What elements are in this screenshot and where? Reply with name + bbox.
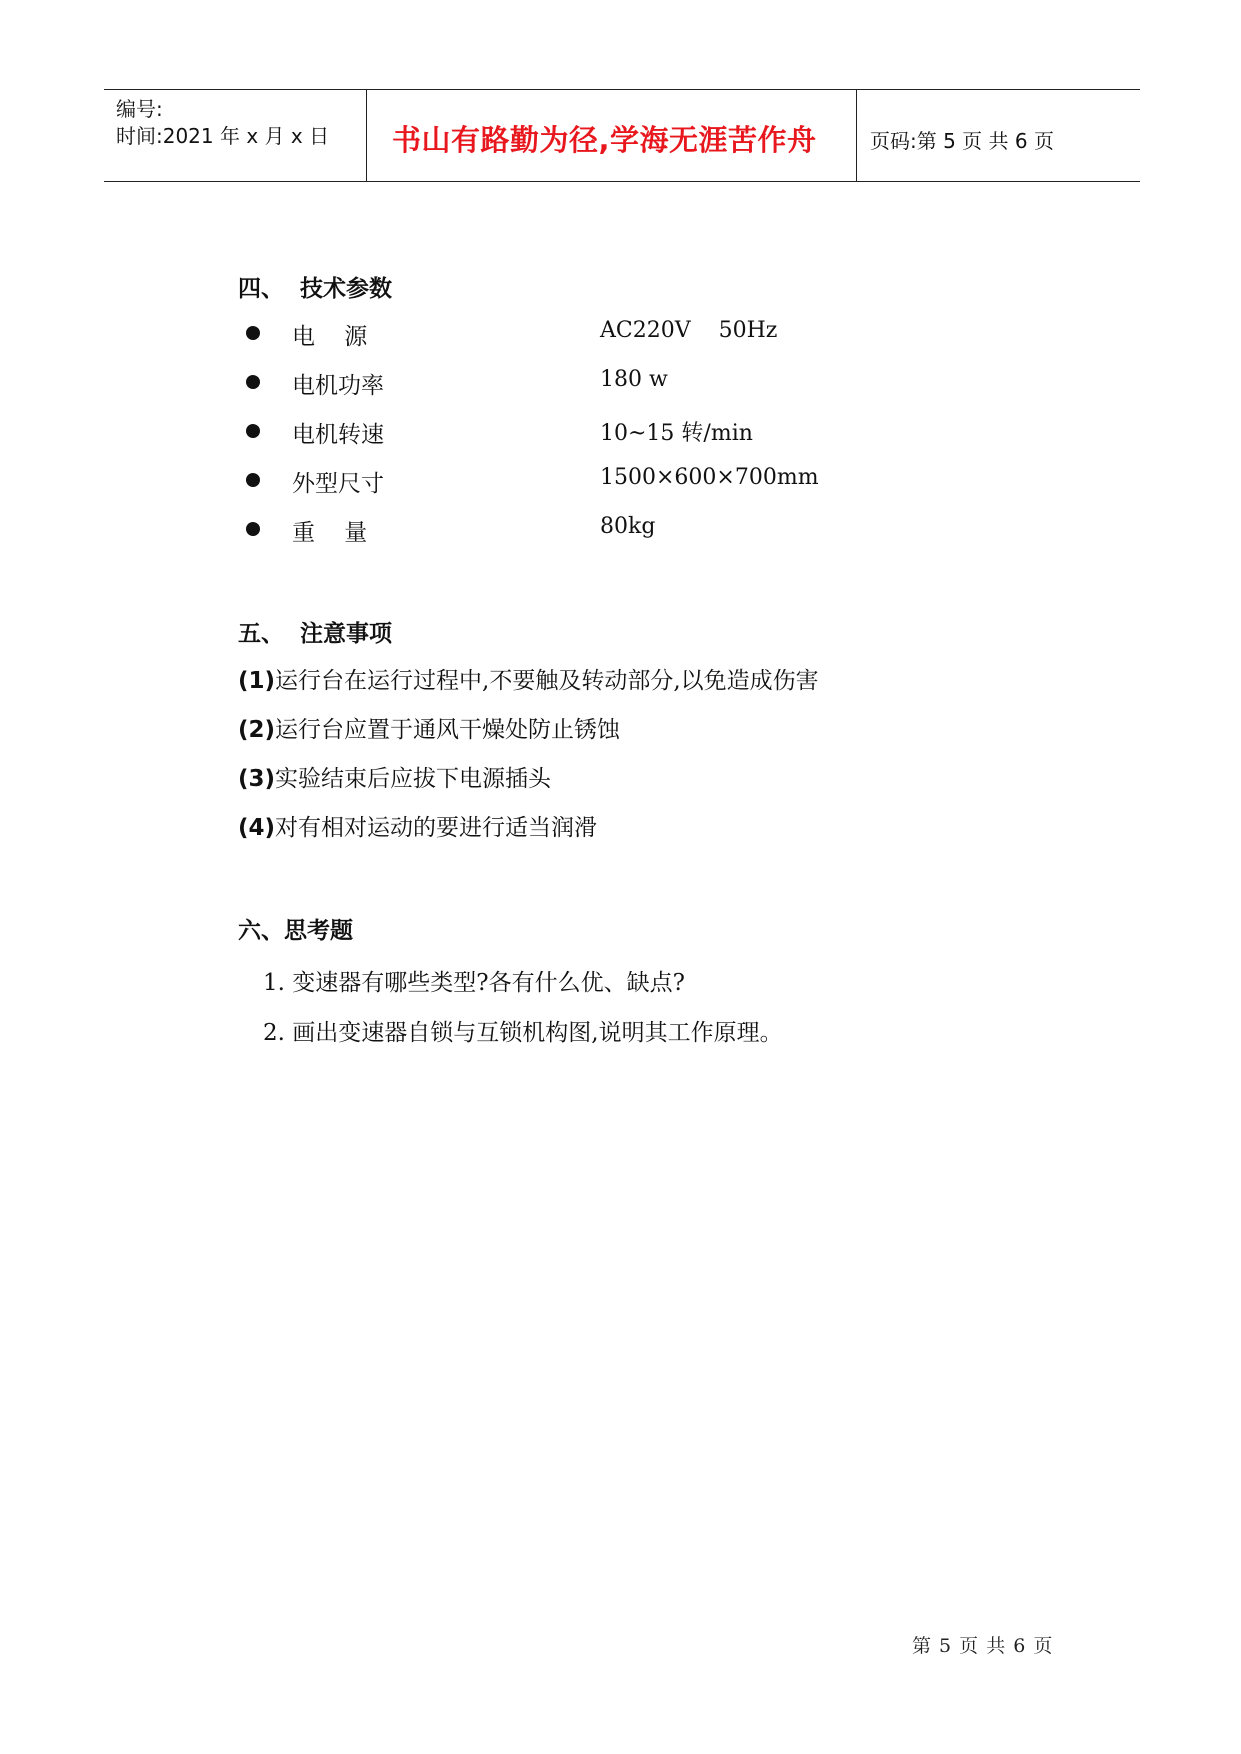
question-item: 1. 变速器有哪些类型?各有什么优、缺点? [263, 970, 685, 996]
note-item [238, 760, 551, 793]
spec-row [246, 318, 946, 348]
bullet-icon [246, 375, 260, 389]
spec-value: 10~15 转/min [600, 421, 753, 446]
spec-value: AC220V 50Hz [600, 318, 778, 343]
spec-label: 外型尺寸 [292, 471, 384, 497]
spec-row [246, 514, 946, 544]
spec-row [246, 367, 946, 397]
bullet-icon [246, 522, 260, 536]
header-divider-right [856, 89, 857, 182]
spec-value: 180 w [600, 367, 668, 392]
header-top-rule [104, 89, 1140, 90]
spec-row [246, 465, 946, 495]
note-item [238, 809, 597, 842]
note-text: 对有相对运动的要进行适当润滑 [275, 815, 598, 841]
note-number: (4) [238, 815, 276, 841]
note-item [238, 662, 819, 695]
spec-label: 重 量 [292, 520, 368, 546]
bullet-icon [246, 424, 260, 438]
bullet-icon [246, 326, 260, 340]
note-number: (2) [238, 717, 276, 743]
header-divider-left [366, 89, 367, 182]
note-item [238, 711, 620, 744]
date-label: 时间:2021 年 x 月 x 日 [116, 124, 330, 148]
section-title: 技术参数 [300, 276, 392, 302]
section-questions-heading: 六、思考题 [238, 918, 353, 944]
page-number-label: 页码:第 5 页 共 6 页 [870, 129, 1054, 153]
spec-label: 电机转速 [292, 422, 384, 448]
section-technical-parameters-heading [238, 270, 392, 303]
spec-label: 电 源 [292, 324, 368, 350]
spec-label: 电机功率 [292, 373, 384, 399]
spec-row [246, 416, 946, 446]
note-number: (1) [238, 668, 276, 694]
note-text: 运行台应置于通风干燥处防止锈蚀 [275, 717, 621, 743]
note-text: 实验结束后应拔下电源插头 [275, 766, 552, 792]
bullet-icon [246, 473, 260, 487]
footer-page-number: 第 5 页 共 6 页 [912, 1635, 1054, 1657]
header-motto: 书山有路勤为径,学海无涯苦作舟 [392, 123, 817, 157]
section-precautions-heading [238, 615, 392, 648]
section-title: 注意事项 [300, 621, 392, 647]
note-number: (3) [238, 766, 276, 792]
note-text: 运行台在运行过程中,不要触及转动部分,以免造成伤害 [275, 668, 819, 694]
section-number: 五、 [238, 621, 284, 647]
serial-number-label: 编号: [116, 97, 163, 121]
header-bottom-rule [104, 181, 1140, 182]
question-item: 2. 画出变速器自锁与互锁机构图,说明其工作原理。 [263, 1020, 783, 1046]
spec-value: 80kg [600, 514, 656, 539]
section-number: 四、 [238, 276, 284, 302]
spec-value: 1500×600×700mm [600, 465, 819, 490]
